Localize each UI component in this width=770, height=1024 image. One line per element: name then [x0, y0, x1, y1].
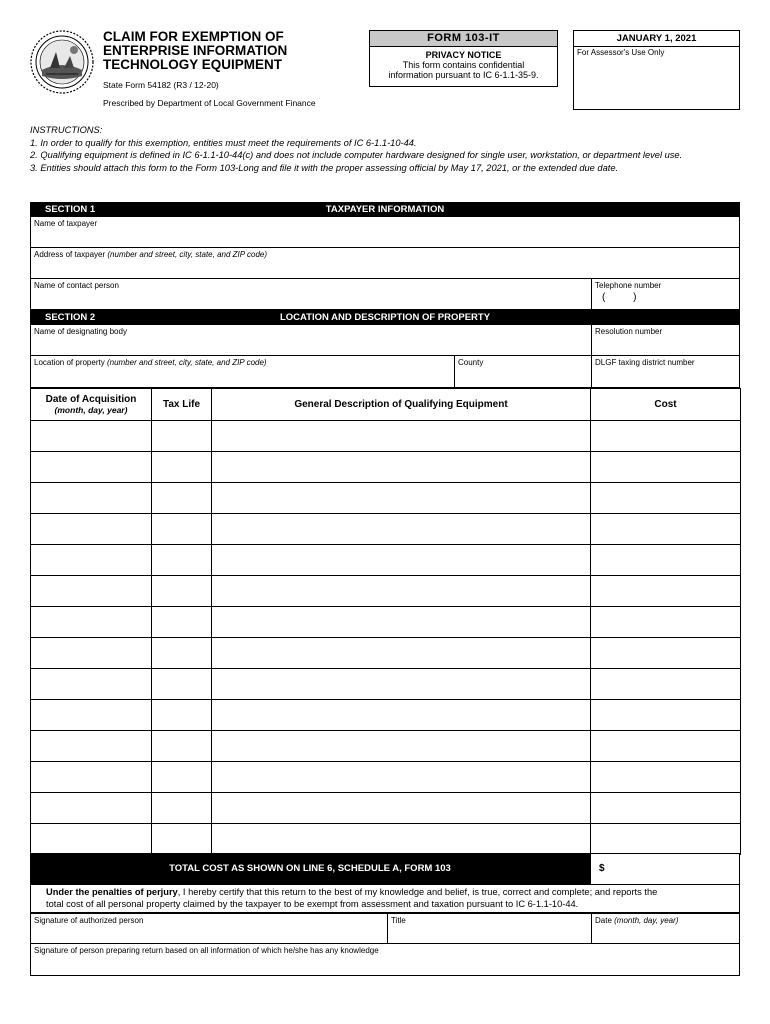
taxpayer-address-hint: (number and street, city, state, and ZIP code): [107, 250, 268, 259]
telephone-label: Telephone number: [595, 281, 662, 290]
perjury-text-1: , I hereby certify that this return to the best of my knowledge and belief, is true, correct and complete; and reports the: [177, 887, 658, 897]
equipment-row: [31, 700, 741, 731]
equipment-cost-cell[interactable]: [591, 607, 741, 638]
equipment-date-cell[interactable]: [31, 638, 152, 669]
equipment-cost-cell[interactable]: [591, 514, 741, 545]
title-field[interactable]: [387, 914, 591, 943]
section-1-label: SECTION 1: [45, 204, 96, 215]
assessor-box[interactable]: [573, 30, 740, 110]
currency-symbol: $: [599, 863, 605, 874]
equipment-row: [31, 514, 741, 545]
equipment-row: [31, 824, 741, 855]
dlgf-district-field[interactable]: [591, 356, 739, 387]
col-description: General Description of Qualifying Equipment: [212, 389, 591, 421]
equipment-tax-life-cell[interactable]: [152, 452, 212, 483]
equipment-tax-life-cell[interactable]: [152, 669, 212, 700]
contact-row: [30, 279, 740, 310]
equipment-row: [31, 731, 741, 762]
equipment-tax-life-cell[interactable]: [152, 545, 212, 576]
taxpayer-name-label: Name of taxpayer: [34, 219, 98, 228]
section-2-label: SECTION 2: [45, 312, 96, 323]
title-line-1: CLAIM FOR EXEMPTION OF: [103, 29, 284, 44]
equipment-row: [31, 576, 741, 607]
form-number-box: [369, 30, 558, 87]
equipment-date-cell[interactable]: [31, 421, 152, 452]
col-date-label: Date of Acquisition: [45, 394, 137, 405]
instruction-item: 3. Entities should attach this form to the Form 103-Long and file it with the proper assessing official by May 17, 2021, or the extended due date.: [30, 162, 619, 173]
equipment-description-cell[interactable]: [212, 607, 591, 638]
equipment-tax-life-cell[interactable]: [152, 483, 212, 514]
form-title: [103, 30, 316, 110]
privacy-notice-line-2: information pursuant to IC 6-1.1-35-9.: [388, 70, 539, 80]
location-row: [30, 356, 740, 388]
section-2-header: [30, 310, 740, 325]
equipment-description-cell[interactable]: [212, 421, 591, 452]
preparer-signature-field[interactable]: [30, 944, 740, 976]
equipment-row: [31, 483, 741, 514]
equipment-description-cell[interactable]: [212, 824, 591, 855]
equipment-table-header: [31, 389, 741, 421]
equipment-row: [31, 638, 741, 669]
signature-row: [30, 913, 740, 944]
equipment-date-cell[interactable]: [31, 452, 152, 483]
col-cost: Cost: [591, 389, 741, 421]
equipment-description-cell[interactable]: [212, 700, 591, 731]
privacy-notice-title: PRIVACY NOTICE: [425, 50, 502, 60]
equipment-cost-cell[interactable]: [591, 421, 741, 452]
resolution-number-field[interactable]: [591, 325, 739, 355]
state-form-number: State Form 54182 (R3 / 12-20): [103, 80, 219, 90]
equipment-row: [31, 421, 741, 452]
section-2-title: LOCATION AND DESCRIPTION OF PROPERTY: [279, 312, 491, 323]
designating-row: [30, 325, 740, 356]
equipment-description-cell[interactable]: [212, 793, 591, 824]
equipment-date-cell[interactable]: [31, 483, 152, 514]
equipment-date-cell[interactable]: [31, 607, 152, 638]
title-line-2: ENTERPRISE INFORMATION: [103, 43, 288, 58]
property-location-label: Location of property: [34, 358, 105, 367]
signature-date-field[interactable]: [591, 914, 739, 943]
equipment-row: [31, 669, 741, 700]
equipment-description-cell[interactable]: [212, 762, 591, 793]
equipment-tax-life-cell[interactable]: [152, 700, 212, 731]
privacy-notice-line-1: This form contains confidential: [402, 60, 525, 70]
instructions: [30, 124, 682, 174]
preparer-signature-label: Signature of person preparing return based on all information of which he/she has any knowledge: [34, 946, 379, 955]
assessor-use-label: For Assessor's Use Only: [577, 48, 665, 57]
col-date-acquisition: [31, 389, 152, 421]
equipment-date-cell[interactable]: [31, 731, 152, 762]
equipment-cost-cell[interactable]: [591, 824, 741, 855]
signature-date-hint: (month, day, year): [614, 916, 679, 925]
property-location-hint: (number and street, city, state, and ZIP code): [106, 358, 267, 367]
equipment-cost-cell[interactable]: [591, 576, 741, 607]
equipment-cost-cell[interactable]: [591, 793, 741, 824]
equipment-cost-cell[interactable]: [591, 452, 741, 483]
equipment-date-cell[interactable]: [31, 545, 152, 576]
telephone-parens: ( ): [602, 292, 637, 303]
instructions-heading: INSTRUCTIONS:: [30, 125, 103, 135]
col-tax-life: Tax Life: [152, 389, 212, 421]
equipment-tax-life-cell[interactable]: [152, 514, 212, 545]
equipment-cost-cell[interactable]: [591, 669, 741, 700]
equipment-tax-life-cell[interactable]: [152, 793, 212, 824]
equipment-tax-life-cell[interactable]: [152, 762, 212, 793]
county-field[interactable]: [454, 356, 591, 387]
form-date: JANUARY 1, 2021: [574, 31, 739, 47]
designating-body-label: Name of designating body: [34, 327, 127, 336]
equipment-row: [31, 762, 741, 793]
equipment-tax-life-cell[interactable]: [152, 421, 212, 452]
col-date-hint: (month, day, year): [54, 405, 128, 415]
instruction-item: 1. In order to qualify for this exemption, entities must meet the requirements of IC 6-1.1-10-44.: [30, 137, 417, 148]
perjury-statement: [30, 885, 740, 913]
perjury-bold: Under the penalties of perjury: [46, 887, 178, 897]
taxpayer-address-field[interactable]: [30, 248, 740, 279]
equipment-tax-life-cell[interactable]: [152, 576, 212, 607]
equipment-description-cell[interactable]: [212, 483, 591, 514]
instruction-item: 2. Qualifying equipment is defined in IC 6-1.1-10-44(c) and does not include computer hardware designed for single user, workstation, or department level use.: [30, 150, 683, 160]
contact-person-field[interactable]: [31, 279, 591, 309]
title-line-3: TECHNOLOGY EQUIPMENT: [103, 57, 283, 72]
equipment-cost-cell[interactable]: [591, 483, 741, 514]
title-label: Title: [391, 916, 406, 925]
equipment-row: [31, 793, 741, 824]
equipment-date-cell[interactable]: [31, 824, 152, 855]
taxpayer-address-label: Address of taxpayer: [34, 250, 106, 259]
equipment-row: [31, 607, 741, 638]
equipment-cost-cell[interactable]: [591, 731, 741, 762]
equipment-date-cell[interactable]: [31, 762, 152, 793]
section-1-header: [30, 202, 740, 217]
equipment-tax-life-cell[interactable]: [152, 638, 212, 669]
equipment-date-cell[interactable]: [31, 700, 152, 731]
equipment-cost-cell[interactable]: [591, 762, 741, 793]
equipment-cost-cell[interactable]: [591, 700, 741, 731]
telephone-field[interactable]: [591, 279, 739, 309]
perjury-text-2: total cost of all personal property claimed by the taxpayer to be exempt from assessment and taxation pursuant to IC 6-1.1-10-44.: [46, 899, 579, 909]
authorized-signature-field[interactable]: [31, 914, 387, 943]
equipment-description-cell[interactable]: [212, 545, 591, 576]
equipment-date-cell[interactable]: [31, 514, 152, 545]
contact-person-label: Name of contact person: [34, 281, 119, 290]
taxpayer-name-field[interactable]: [30, 217, 740, 248]
equipment-description-cell[interactable]: [212, 731, 591, 762]
equipment-date-cell[interactable]: [31, 576, 152, 607]
total-cost-label: TOTAL COST AS SHOWN ON LINE 6, SCHEDULE A, FORM 103: [169, 863, 451, 874]
property-location-field[interactable]: [31, 356, 454, 387]
authorized-signature-label: Signature of authorized person: [34, 916, 144, 925]
county-label: County: [458, 358, 484, 367]
equipment-date-cell[interactable]: [31, 669, 152, 700]
equipment-description-cell[interactable]: [212, 452, 591, 483]
indiana-state-seal-icon: [30, 30, 94, 94]
equipment-table: [30, 388, 741, 855]
section-1-title: TAXPAYER INFORMATION: [325, 204, 445, 215]
equipment-description-cell[interactable]: [212, 576, 591, 607]
signature-date-label: Date: [595, 916, 612, 925]
prescribed-by: Prescribed by Department of Local Government Finance: [103, 98, 316, 108]
equipment-row: [31, 545, 741, 576]
total-cost-field[interactable]: [590, 854, 739, 884]
dlgf-district-label: DLGF taxing district number: [595, 358, 695, 367]
equipment-row: [31, 452, 741, 483]
equipment-description-cell[interactable]: [212, 669, 591, 700]
equipment-description-cell[interactable]: [212, 638, 591, 669]
equipment-cost-cell[interactable]: [591, 545, 741, 576]
form-number: FORM 103-IT: [370, 31, 557, 47]
equipment-description-cell[interactable]: [212, 514, 591, 545]
resolution-number-label: Resolution number: [595, 327, 663, 336]
equipment-tax-life-cell[interactable]: [152, 731, 212, 762]
equipment-cost-cell[interactable]: [591, 638, 741, 669]
equipment-tax-life-cell[interactable]: [152, 607, 212, 638]
equipment-date-cell[interactable]: [31, 793, 152, 824]
equipment-tax-life-cell[interactable]: [152, 824, 212, 855]
total-cost-row: [30, 853, 740, 885]
designating-body-field[interactable]: [31, 325, 591, 355]
